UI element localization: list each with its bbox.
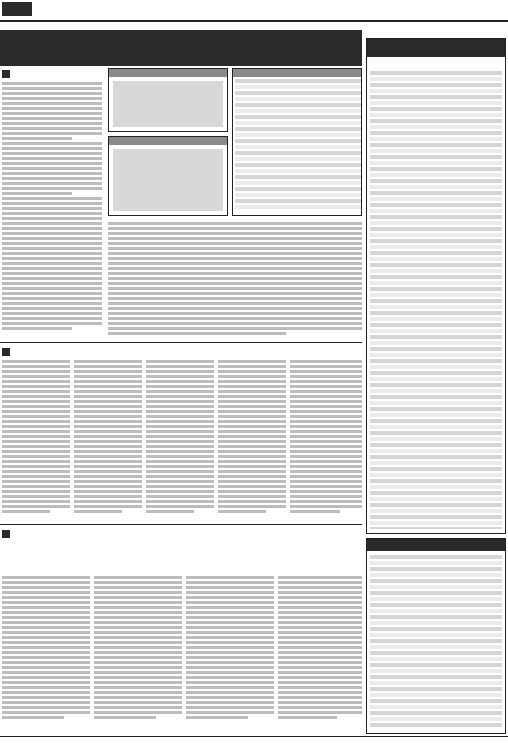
section-divider-2 — [0, 524, 362, 525]
chart-2-plot — [113, 149, 223, 211]
right-panel — [366, 38, 506, 534]
chart-1 — [108, 68, 228, 132]
section-label-bottom — [2, 530, 10, 538]
bottom-col-4 — [278, 576, 362, 726]
bottom-col-3 — [186, 576, 274, 726]
mid-col-3 — [146, 360, 214, 520]
mid-col-1 — [2, 360, 70, 520]
center-table — [232, 68, 362, 216]
masthead-rule — [0, 20, 508, 22]
chart-1-plot — [113, 81, 223, 127]
footer-rule — [0, 736, 508, 737]
body-text-a — [108, 222, 362, 338]
bottom-right-table-header — [367, 539, 505, 551]
chart-2 — [108, 136, 228, 216]
mid-col-4 — [218, 360, 286, 520]
section-divider-1 — [0, 342, 362, 343]
bottom-col-1 — [2, 576, 90, 726]
bottom-right-table-rows — [370, 555, 502, 731]
masthead — [0, 0, 508, 28]
center-table-rows — [235, 79, 361, 213]
mid-col-2 — [74, 360, 142, 520]
right-panel-table — [370, 71, 502, 529]
section-label-mid — [2, 348, 10, 356]
mid-col-5 — [290, 360, 362, 520]
left-column-text — [2, 82, 102, 337]
bottom-right-table — [366, 538, 506, 734]
bottom-col-2 — [94, 576, 182, 726]
page-code-box — [2, 2, 32, 16]
right-panel-header — [367, 39, 505, 57]
chart-1-header — [109, 69, 227, 77]
section-label-left — [2, 70, 10, 78]
chart-2-header — [109, 137, 227, 145]
headline-bar — [0, 30, 362, 66]
center-table-header — [233, 69, 361, 77]
